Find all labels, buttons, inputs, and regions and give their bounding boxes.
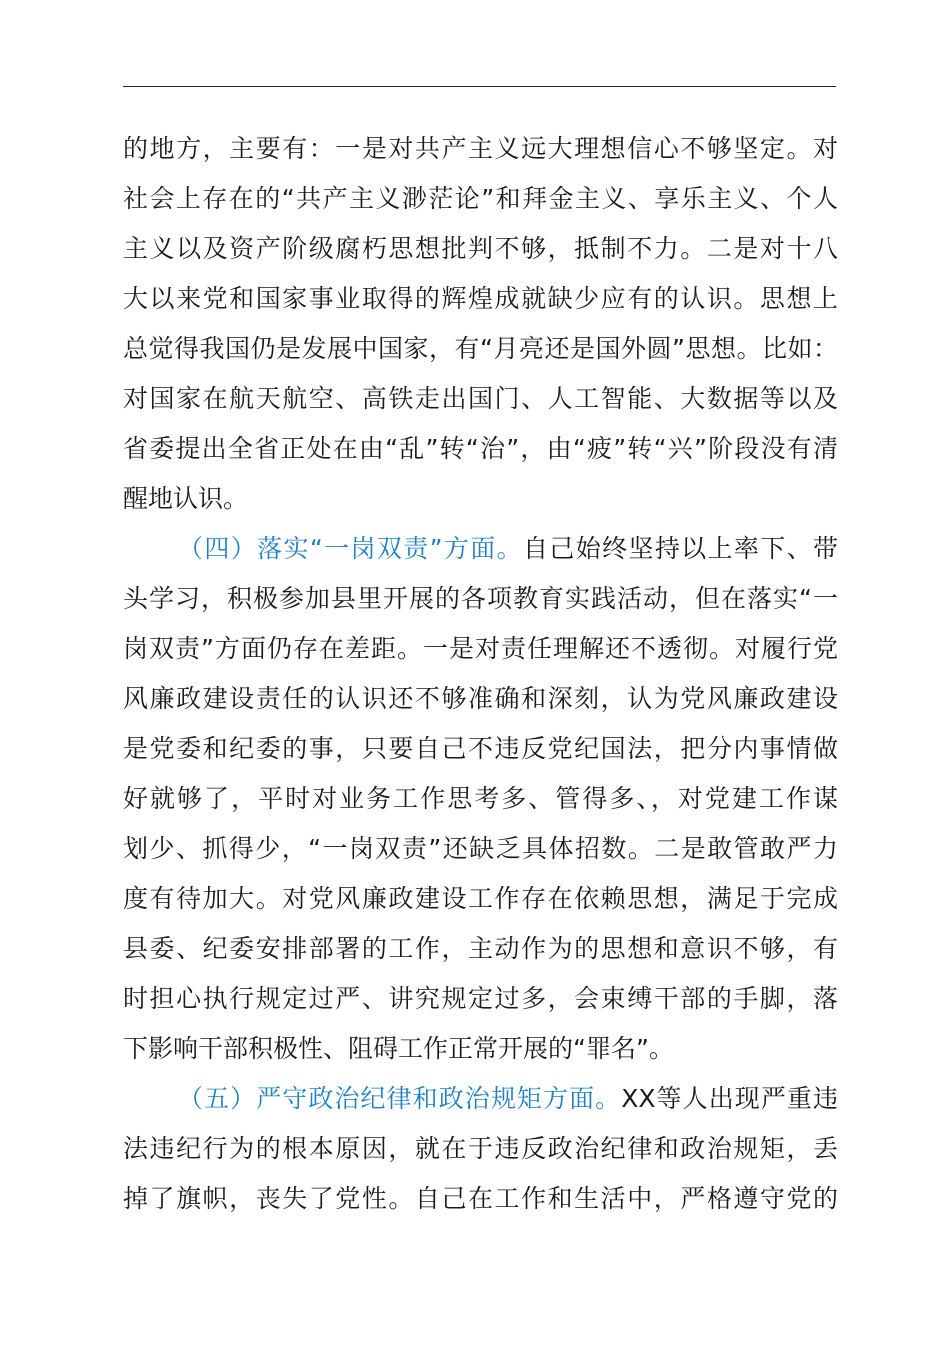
- paragraph-line: 醒地认识。: [123, 484, 249, 513]
- paragraph-line: 省委提出全省正处在由“乱”转“治”，由“疲”转“兴”阶段没有清: [123, 434, 838, 463]
- header-rule: [123, 86, 836, 87]
- paragraph-line: 县委、纪委安排部署的工作，主动作为的思想和意识不够，有: [123, 934, 838, 963]
- section-heading-4: （四）落实“一岗双责”方面。: [178, 534, 523, 563]
- paragraph-line: 对国家在航天航空、高铁走出国门、人工智能、大数据等以及: [123, 384, 838, 413]
- paragraph-text: 自己始终坚持以上率下、带: [523, 534, 838, 563]
- paragraph-line: 大以来党和国家事业取得的辉煌成就缺少应有的认识。思想上: [123, 284, 838, 313]
- paragraph-line: 时担心执行规定过严、讲究规定过多，会束缚干部的手脚，落: [123, 984, 838, 1013]
- paragraph-line: 岗双责”方面仍存在差距。一是对责任理解还不透彻。对履行党: [123, 634, 838, 663]
- paragraph-line: 风廉政建设责任的认识还不够准确和深刻，认为党风廉政建设: [123, 684, 838, 713]
- paragraph-line: 下影响干部积极性、阻碍工作正常开展的“罪名”。: [123, 1034, 674, 1063]
- paragraph-line: 划少、抓得少，“一岗双责”还缺乏具体招数。二是敢管敢严力: [123, 834, 838, 863]
- paragraph-line: 度有待加大。对党风廉政建设工作存在依赖思想，满足于完成: [123, 884, 838, 913]
- section-heading-5: （五）严守政治纪律和政治规矩方面。: [178, 1084, 622, 1113]
- body-text: [123, 124, 838, 1224]
- paragraph-line: 是党委和纪委的事，只要自己不违反党纪国法，把分内事情做: [123, 734, 838, 763]
- paragraph-first-line: [123, 1074, 838, 1124]
- paragraph-line: 好就够了，平时对业务工作思考多、管得多、，对党建工作谋: [123, 784, 838, 813]
- paragraph-text: XX等人出现严重违: [621, 1084, 838, 1113]
- paragraph-line: 掉了旗帜，丧失了党性。自己在工作和生活中，严格遵守党的: [123, 1184, 838, 1213]
- paragraph-first-line: [123, 524, 838, 574]
- paragraph-line: 法违纪行为的根本原因，就在于违反政治纪律和政治规矩，丢: [123, 1134, 838, 1163]
- paragraph-line: 的地方，主要有：一是对共产主义远大理想信心不够坚定。对: [123, 134, 838, 163]
- paragraph-line: 头学习，积极参加县里开展的各项教育实践活动，但在落实“一: [123, 584, 838, 613]
- paragraph-line: 总觉得我国仍是发展中国家，有“月亮还是国外圆”思想。比如：: [123, 334, 838, 363]
- paragraph-line: 社会上存在的“共产主义渺茫论”和拜金主义、享乐主义、个人: [123, 184, 838, 213]
- paragraph-line: 主义以及资产阶级腐朽思想批判不够，抵制不力。二是对十八: [123, 234, 838, 263]
